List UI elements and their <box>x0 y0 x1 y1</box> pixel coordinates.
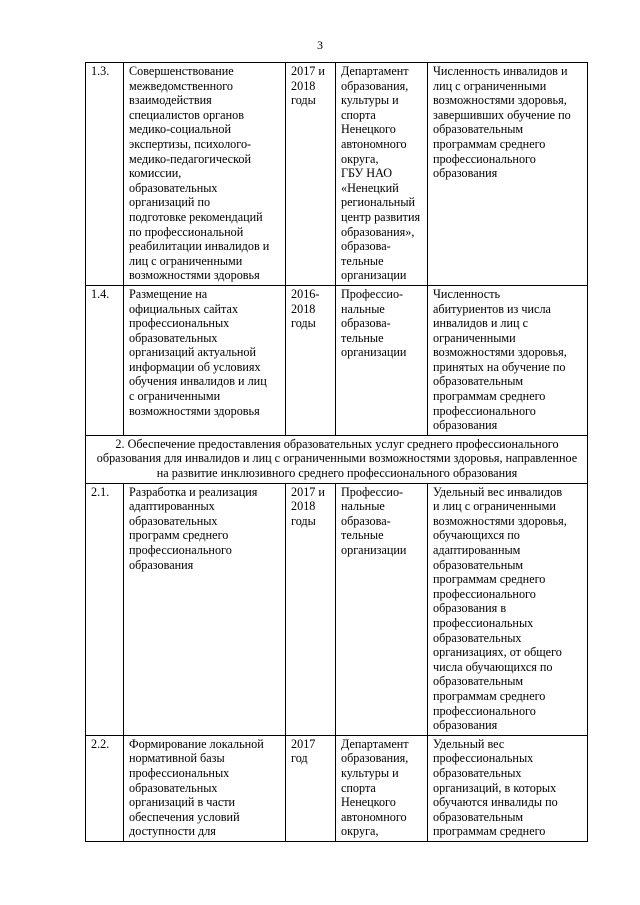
table-row <box>86 483 588 735</box>
period-text: 2016- 2018 годы <box>286 285 336 435</box>
indicator-text: Численность абитуриентов из числа инвалидов и лиц с ограниченными возможностями здоровья, принятых на обучение по образовательным программам среднего профессионального образования <box>428 285 588 435</box>
measures-table <box>85 62 588 842</box>
executor-text: Департамент образования, культуры и спорта Ненецкого автономного округа, <box>336 735 428 841</box>
measure-text: Формирование локальной нормативной базы профессиональных образовательных организаций в части обеспечения условий доступности для <box>124 735 286 841</box>
period-text: 2017 год <box>286 735 336 841</box>
section-heading: 2. Обеспечение предоставления образовательных услуг среднего профессионального образования для инвалидов и лиц с ограниченными возможностями здоровья, направленное на развитие инклюзивного среднего профессионального образования <box>86 435 588 483</box>
executor-text: Профессио- нальные образова- тельные организации <box>336 285 428 435</box>
page-number: 3 <box>317 38 323 52</box>
period-text: 2017 и 2018 годы <box>286 483 336 735</box>
measure-text: Совершенствование межведомственного взаимодействия специалистов органов медико-социальной экспертизы, психолого- медико-педагогической комиссии, образовательных организаций по подготовке рекомендаций по профессиональной реабилитации инвалидов и лиц с ограниченными возможностями здоровья <box>124 63 286 286</box>
executor-text: Профессио- нальные образова- тельные организации <box>336 483 428 735</box>
executor-text: Департамент образования, культуры и спорта Ненецкого автономного округа, ГБУ НАО «Ненецкий региональный центр развития образования», образова- тельные организации <box>336 63 428 286</box>
row-number: 1.3. <box>86 63 124 286</box>
indicator-text: Удельный вес инвалидов и лиц с ограниченными возможностями здоровья, обучающихся по адаптированным образовательным программам среднего профессионального образования в профессиональных образовательных организациях, от общего числа обучающихся по образовательным программам среднего профессионального образования <box>428 483 588 735</box>
period-text: 2017 и 2018 годы <box>286 63 336 286</box>
row-number: 2.1. <box>86 483 124 735</box>
table-row <box>86 285 588 435</box>
measure-text: Размещение на официальных сайтах профессиональных образовательных организаций актуальной информации об условиях обучения инвалидов и лиц с ограниченными возможностями здоровья <box>124 285 286 435</box>
section-row <box>86 435 588 483</box>
row-number: 2.2. <box>86 735 124 841</box>
measure-text: Разработка и реализация адаптированных образовательных программ среднего профессионального образования <box>124 483 286 735</box>
table-row <box>86 63 588 286</box>
indicator-text: Удельный вес профессиональных образовательных организаций, в которых обучаются инвалиды по образовательным программам среднего <box>428 735 588 841</box>
row-number: 1.4. <box>86 285 124 435</box>
table-row <box>86 735 588 841</box>
indicator-text: Численность инвалидов и лиц с ограниченными возможностями здоровья, завершивших обучение по образовательным программам среднего профессионального образования <box>428 63 588 286</box>
